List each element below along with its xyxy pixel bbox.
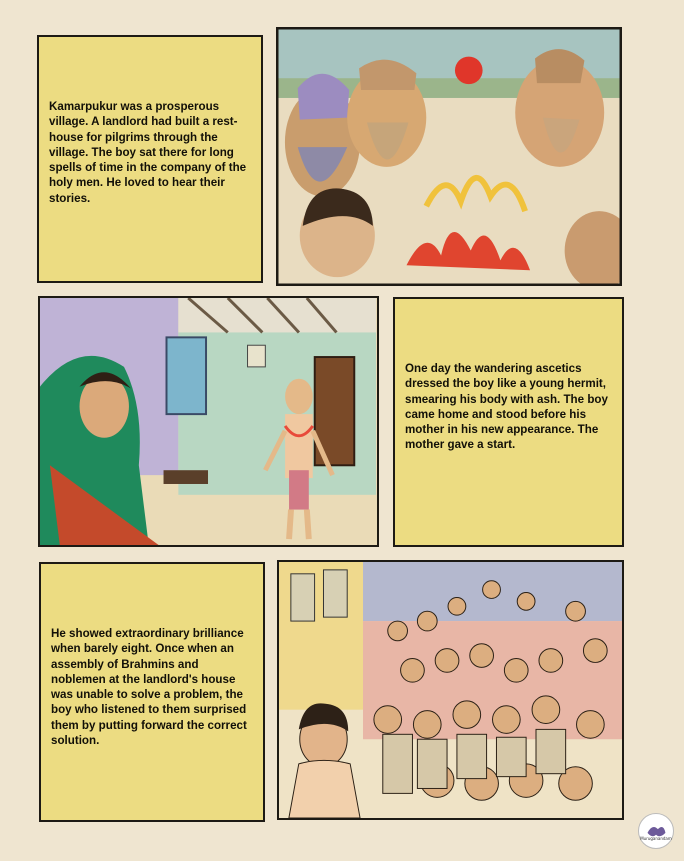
panel-mother-and-boy	[38, 296, 379, 547]
caption-text-3: He showed extraordinary brilliance when barely eight. Once when an assembly of Brahmins and noblemen at the landlord's house was unable to solve a problem, the boy who listened to them surprised them by putting forward the correct solution.	[51, 627, 247, 748]
logo-emblem-icon	[639, 814, 673, 848]
panel-ascetics-fire	[276, 27, 622, 286]
mother-boy-illustration	[40, 298, 377, 545]
caption-text-2: One day the wandering ascetics dressed the boy like a young hermit, smearing his body with ash. The boy came home and stood before his mother in his new appearance. The mother gave a start.	[405, 362, 608, 452]
ascetics-fire-illustration	[278, 29, 620, 284]
caption-text-1: Kamarpukur was a prosperous village. A landlord had built a rest-house for pilgrims through the village. The boy sat there for long spells of time in the company of the holy men. He loved to hear their stories.	[49, 100, 247, 205]
caption-box-3	[39, 562, 265, 822]
sun-icon	[455, 57, 483, 85]
caption-box-1	[37, 35, 263, 283]
publisher-logo	[638, 813, 674, 849]
logo-text: Muruganandam	[640, 836, 672, 841]
panel-assembly	[277, 560, 624, 820]
caption-box-2	[393, 297, 624, 547]
assembly-illustration	[279, 562, 622, 818]
